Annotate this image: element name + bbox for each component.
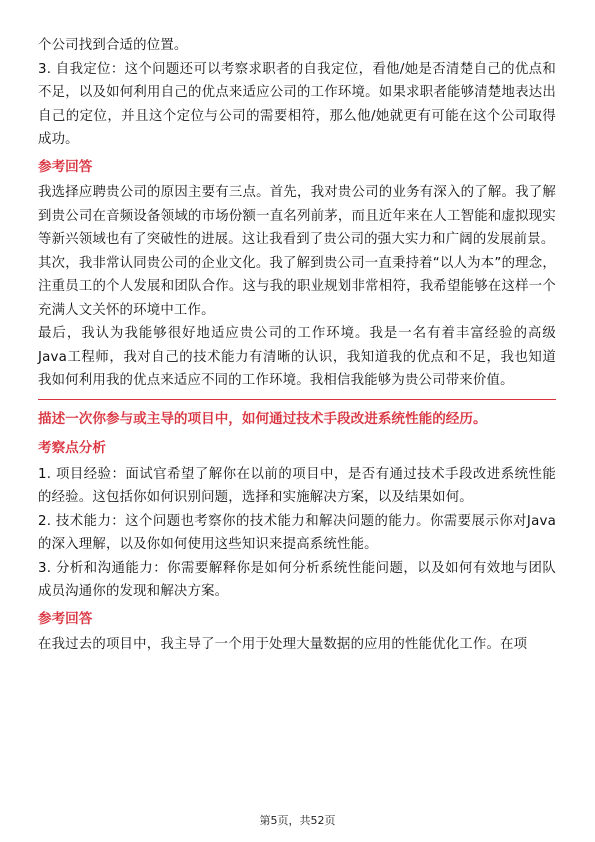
- answer-paragraph: 在我过去的项目中，我主导了一个用于处理大量数据的应用的性能优化工作。在项: [38, 637, 528, 652]
- paragraph: 个公司找到合适的位置。: [38, 38, 188, 53]
- reference-answer-label: 参考回答: [38, 158, 93, 175]
- answer-paragraph: 最后，我认为我能够很好地适应贵公司的工作环境。我是一名有着丰富经验的高级Java工程师，我对自己的技术能力有清晰的认识，我知道我的优点和不足，我也知道我如何利用我的优点来适应不同的工作环境。我相信我能够为贵公司带来价值。: [38, 326, 556, 388]
- section-divider: [38, 399, 556, 400]
- answer-paragraph: 我选择应聘贵公司的原因主要有三点。首先，我对贵公司的业务有深入的了解。我了解到贵公司在音频设备领域的市场份额一直名列前茅，而且近年来在人工智能和虚拟现实等新兴领域也有了突破性的进展。这让我看到了贵公司的强大实力和广阔的发展前景。: [38, 185, 556, 247]
- page-number: 第5页，共52页: [259, 814, 336, 827]
- analysis-point: 3. 分析和沟通能力：你需要解释你是如何分析系统性能问题，以及如何有效地与团队成员沟通你的发现和解决方案。: [38, 560, 556, 599]
- analysis-point: 1. 项目经验：面试官希望了解你在以前的项目中，是否有通过技术手段改进系统性能的经验。这包括你如何识别问题，选择和实施解决方案，以及结果如何。: [38, 466, 556, 505]
- reference-answer-label: 参考回答: [38, 610, 93, 627]
- answer-paragraph: 其次，我非常认同贵公司的企业文化。我了解到贵公司一直秉持着“以人为本”的理念，注重员工的个人发展和团队合作。这与我的职业规划非常相符，我希望能够在这样一个充满人文关怀的环境中工作。: [38, 255, 556, 318]
- paragraph: 3. 自我定位：这个问题还可以考察求职者的自我定位，看他/她是否清楚自己的优点和不足，以及如何利用自己的优点来适应公司的工作环境。如果求职者能够清楚地表达出自己的定位，并且这个定位与公司的需要相符，那么他/她就更有可能在这个公司取得成功。: [38, 61, 556, 147]
- analysis-point: 2. 技术能力：这个问题也考察你的技术能力和解决问题的能力。你需要展示你对Java的深入理解，以及你如何使用这些知识来提高系统性能。: [38, 513, 556, 552]
- analysis-label: 考察点分析: [38, 440, 106, 456]
- page-content: [38, 34, 556, 657]
- question-heading: 描述一次你参与或主导的项目中，如何通过技术手段改进系统性能的经历。: [38, 410, 487, 427]
